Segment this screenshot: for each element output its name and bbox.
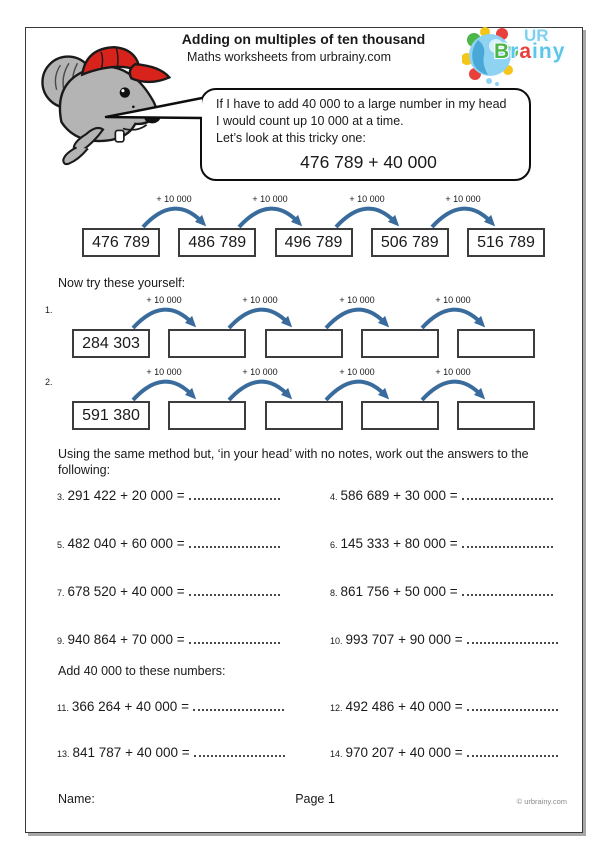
logo-brainy-text: Brainy — [494, 40, 566, 63]
arc-arrow-icon — [417, 378, 489, 402]
arc-label: + 10 000 — [242, 367, 278, 377]
problem-expression: 678 520 + 40 000 = — [67, 584, 185, 599]
answer-line[interactable] — [194, 744, 285, 757]
jump-arc — [321, 296, 393, 329]
numberline-box: 496 789 — [275, 228, 353, 257]
answer-line[interactable] — [462, 535, 553, 548]
arc-arrow-icon — [331, 205, 403, 229]
logo-ur-text: UR — [524, 26, 549, 45]
page-number: Page 1 — [295, 792, 335, 806]
arc-label: + 10 000 — [242, 295, 278, 305]
problem-number: 13. — [57, 749, 70, 759]
numberline-box: 486 789 — [178, 228, 256, 257]
problem-number: 3. — [57, 492, 65, 502]
jump-arc — [321, 368, 393, 401]
problem-expression: 291 422 + 20 000 = — [67, 488, 185, 503]
problem-number: 14. — [330, 749, 343, 759]
bubble-text-line3: Let’s look at this tricky one: — [216, 131, 366, 145]
arc-arrow-icon — [224, 378, 296, 402]
problem-row — [330, 535, 562, 583]
mental-problems-grid — [57, 487, 562, 679]
arc-label: + 10 000 — [339, 295, 375, 305]
problem-expression: 861 756 + 50 000 = — [340, 584, 458, 599]
page-subtitle: Maths worksheets from urbrainy.com — [187, 50, 391, 64]
arc-arrow-icon — [321, 306, 393, 330]
answer-box[interactable] — [361, 329, 439, 358]
answer-box[interactable] — [168, 401, 246, 430]
arc-arrow-icon — [224, 306, 296, 330]
answer-box[interactable] — [168, 329, 246, 358]
add-forty-problems-grid — [57, 698, 562, 790]
jump-arc — [331, 195, 403, 228]
arc-arrow-icon — [417, 306, 489, 330]
numberline-box: 476 789 — [82, 228, 160, 257]
answer-line[interactable] — [189, 487, 280, 500]
answer-box[interactable] — [457, 401, 535, 430]
try-yourself-heading: Now try these yourself: — [58, 276, 186, 290]
problem-expression: 482 040 + 60 000 = — [67, 536, 185, 551]
instructions-text: Using the same method but, ‘in your head’ with no notes, work out the answers to the following: — [58, 447, 529, 477]
problem-expression: 940 864 + 70 000 = — [67, 632, 185, 647]
answer-box[interactable] — [265, 401, 343, 430]
answer-box[interactable] — [265, 329, 343, 358]
answer-line[interactable] — [193, 698, 284, 711]
jump-arc — [427, 195, 499, 228]
problem-number: 11. — [57, 703, 69, 713]
problem-expression: 841 787 + 40 000 = — [72, 745, 190, 760]
arc-label: + 10 000 — [146, 367, 182, 377]
problem-expression: 970 207 + 40 000 = — [345, 745, 463, 760]
answer-line[interactable] — [467, 698, 558, 711]
jump-arc — [417, 368, 489, 401]
problem-row — [57, 487, 330, 535]
speech-bubble-tail — [103, 90, 204, 126]
problem-expression: 145 333 + 80 000 = — [340, 536, 458, 551]
answer-line[interactable] — [189, 631, 280, 644]
answer-line[interactable] — [467, 631, 558, 644]
jump-arc — [224, 296, 296, 329]
problem-number: 8. — [330, 588, 338, 598]
problem-number: 4. — [330, 492, 338, 502]
bubble-text-line1: If I have to add 40 000 to a large number in my head — [216, 97, 507, 111]
problem-row — [57, 535, 330, 583]
problem-row — [57, 698, 330, 744]
answer-line[interactable] — [189, 583, 280, 596]
example-numberline — [82, 195, 545, 261]
bubble-text-line2: I would count up 10 000 at a time. — [216, 114, 404, 128]
answer-line[interactable] — [467, 744, 558, 757]
answer-line[interactable] — [462, 487, 553, 500]
problem-number: 12. — [330, 703, 343, 713]
speech-bubble — [200, 88, 531, 181]
numberline-start-box: 284 303 — [72, 329, 150, 358]
problem-expression: 492 486 + 40 000 = — [345, 699, 463, 714]
arc-label: + 10 000 — [339, 367, 375, 377]
problem-row — [57, 583, 330, 631]
jump-arc — [138, 195, 210, 228]
problem-number: 5. — [57, 540, 65, 550]
arc-label: + 10 000 — [146, 295, 182, 305]
jump-arc — [224, 368, 296, 401]
name-label: Name: — [58, 792, 95, 806]
jump-arc — [234, 195, 306, 228]
problem-number: 9. — [57, 636, 65, 646]
answer-line[interactable] — [189, 535, 280, 548]
numberline-start-box: 591 380 — [72, 401, 150, 430]
arc-arrow-icon — [128, 378, 200, 402]
copyright-text: © urbrainy.com — [516, 797, 567, 806]
problem-number: 10. — [330, 636, 343, 646]
arc-label: + 10 000 — [156, 194, 192, 204]
problem-row — [330, 744, 562, 790]
arc-label: + 10 000 — [445, 194, 481, 204]
answer-line[interactable] — [462, 583, 553, 596]
problem-expression: 366 264 + 40 000 = — [71, 699, 189, 714]
jump-arc — [128, 368, 200, 401]
problem-row — [330, 583, 562, 631]
arc-arrow-icon — [427, 205, 499, 229]
arc-label: + 10 000 — [252, 194, 288, 204]
exercise-1-numberline — [45, 295, 535, 362]
arc-arrow-icon — [234, 205, 306, 229]
jump-arc — [128, 296, 200, 329]
arc-arrow-icon — [138, 205, 210, 229]
problem-number: 6. — [330, 540, 338, 550]
bubble-example-sum: 476 789 + 40 000 — [300, 152, 437, 172]
answer-box[interactable] — [457, 329, 535, 358]
jump-arc — [417, 296, 489, 329]
numberline-box: 516 789 — [467, 228, 545, 257]
arc-label: + 10 000 — [349, 194, 385, 204]
answer-box[interactable] — [361, 401, 439, 430]
problem-expression: 993 707 + 90 000 = — [345, 632, 463, 647]
exercise-number: 1. — [45, 305, 53, 315]
urbrainy-logo — [462, 26, 584, 90]
problem-row — [330, 487, 562, 535]
arc-arrow-icon — [128, 306, 200, 330]
problem-row — [330, 631, 562, 679]
arc-label: + 10 000 — [435, 367, 471, 377]
exercise-2-numberline — [45, 367, 535, 434]
arc-label: + 10 000 — [435, 295, 471, 305]
problem-number: 7. — [57, 588, 65, 598]
numberline-box: 506 789 — [371, 228, 449, 257]
problem-row — [57, 744, 330, 790]
exercise-number: 2. — [45, 377, 53, 387]
problem-row — [330, 698, 562, 744]
page-title: Adding on multiples of ten thousand — [181, 31, 426, 47]
problem-expression: 586 689 + 30 000 = — [340, 488, 458, 503]
add-forty-heading: Add 40 000 to these numbers: — [58, 664, 226, 678]
arc-arrow-icon — [321, 378, 393, 402]
